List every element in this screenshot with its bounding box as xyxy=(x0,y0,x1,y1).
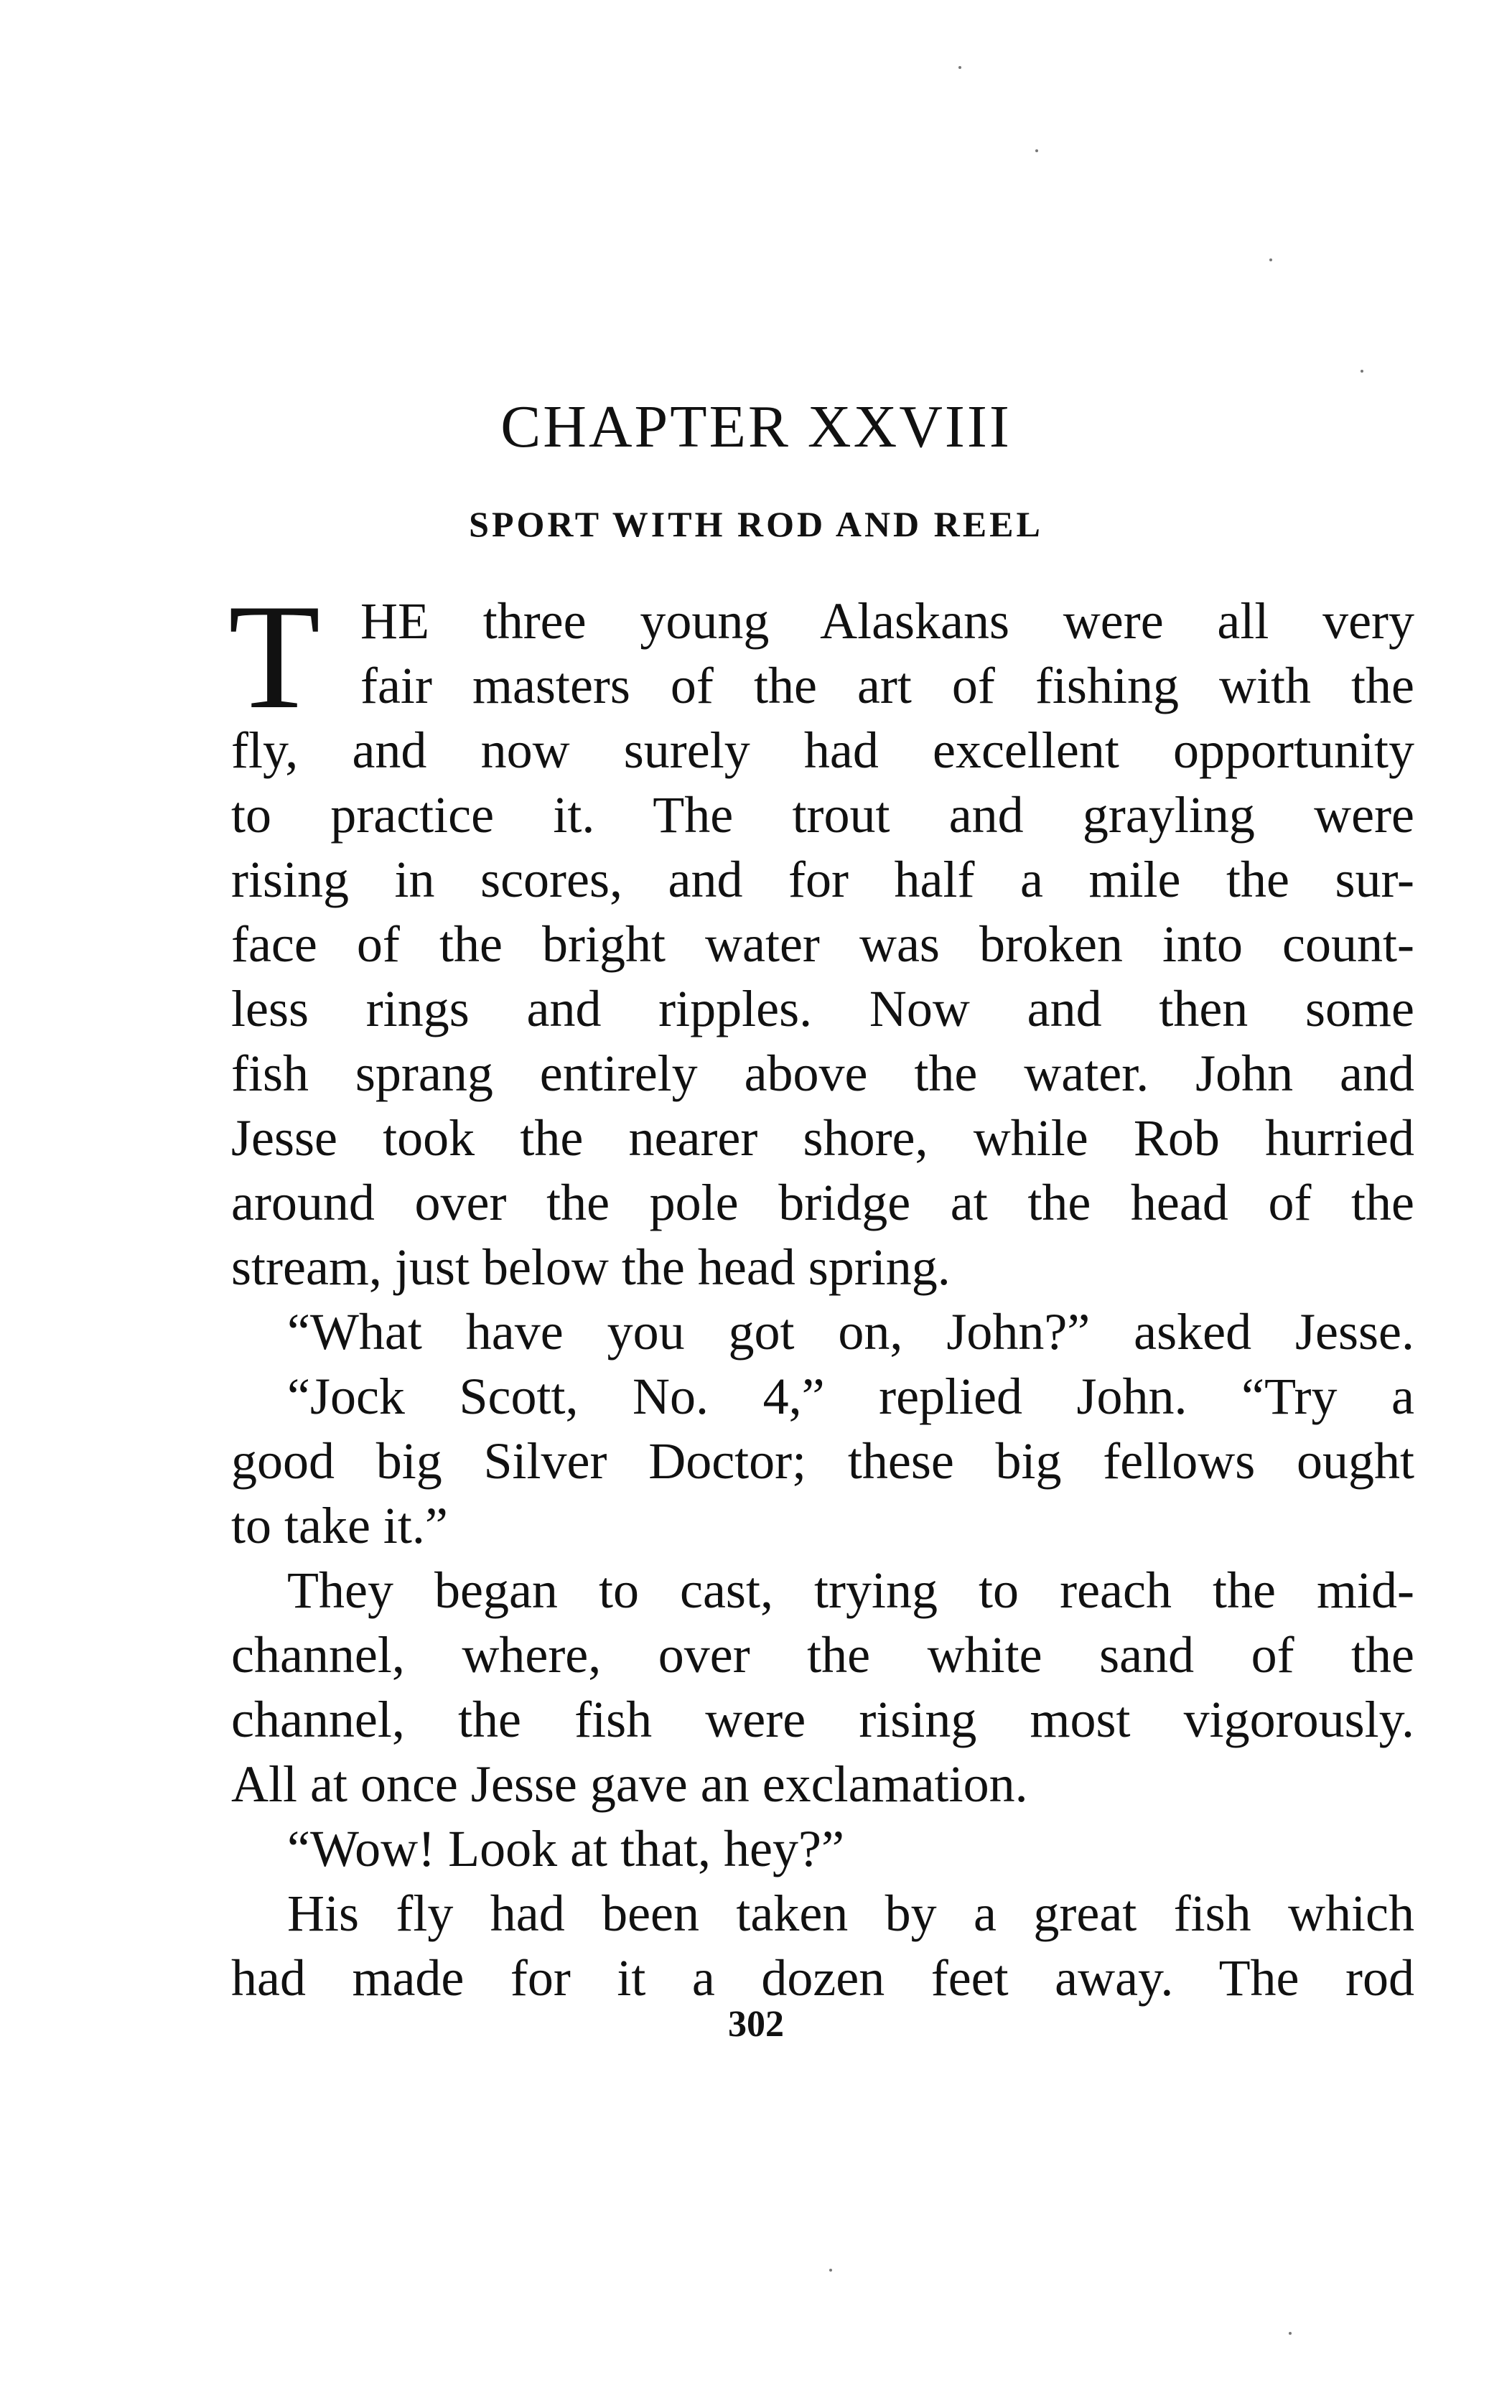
text-line: “Wow! Look at that, hey?” xyxy=(287,1820,844,1877)
print-speck xyxy=(829,2269,832,2272)
text-line: to practice it. The trout and grayling were xyxy=(231,786,1414,844)
drop-cap: T xyxy=(228,574,321,740)
print-speck xyxy=(1289,2332,1292,2335)
text-line: stream, just below the head spring. xyxy=(231,1238,951,1296)
text-line: All at once Jesse gave an exclamation. xyxy=(231,1755,1028,1813)
text-line: channel, the fish were rising most vigorously. xyxy=(231,1691,1414,1748)
print-speck xyxy=(1361,370,1363,373)
text-line: to take it.” xyxy=(231,1497,448,1554)
text-line: less rings and ripples. Now and then some xyxy=(231,980,1414,1037)
text-line: rising in scores, and for half a mile the sur- xyxy=(231,851,1414,908)
text-line: “What have you got on, John?” asked Jesse. xyxy=(287,1303,1414,1361)
text-line: They began to cast, trying to reach the mid- xyxy=(287,1562,1414,1619)
text-line: face of the bright water was broken into count- xyxy=(231,915,1414,973)
print-speck xyxy=(1269,258,1272,261)
chapter-title: CHAPTER XXVIII xyxy=(500,393,1012,460)
text-line: fish sprang entirely above the water. John and xyxy=(231,1045,1414,1102)
text-line: His fly had been taken by a great fish which xyxy=(287,1885,1414,1942)
text-line: around over the pole bridge at the head of the xyxy=(231,1174,1414,1231)
print-speck xyxy=(1035,149,1038,152)
text-line: Jesse took the nearer shore, while Rob hurried xyxy=(231,1109,1414,1167)
print-speck xyxy=(958,66,961,69)
page-number: 302 xyxy=(728,2004,784,2045)
text-line: had made for it a dozen feet away. The rod xyxy=(231,1949,1414,2007)
text-line: “Jock Scott, No. 4,” replied John. “Try a xyxy=(287,1368,1414,1425)
text-line: good big Silver Doctor; these big fellows ought xyxy=(231,1432,1414,1490)
text-line: fair masters of the art of fishing with the xyxy=(360,657,1414,714)
text-line: HE three young Alaskans were all very xyxy=(360,592,1414,650)
text-line: channel, where, over the white sand of the xyxy=(231,1626,1414,1684)
text-line: fly, and now surely had excellent opportunity xyxy=(231,722,1414,779)
body-text xyxy=(231,589,1414,2010)
chapter-subtitle: SPORT WITH ROD AND REEL xyxy=(469,504,1043,544)
